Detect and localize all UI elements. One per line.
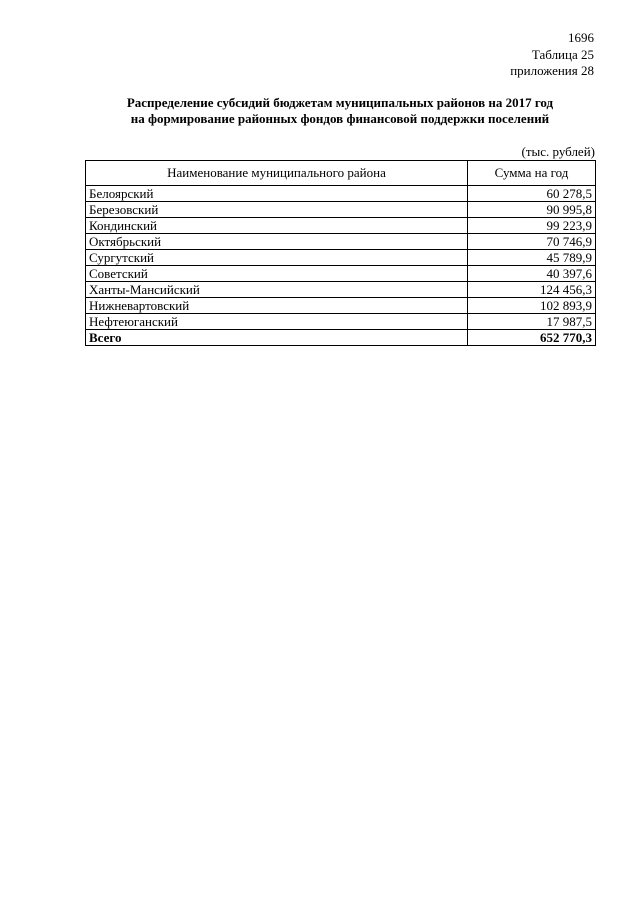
title-line-2: на формирование районных фондов финансовой поддержки поселений	[130, 111, 550, 126]
district-sum: 124 456,3	[468, 282, 596, 298]
district-sum: 60 278,5	[468, 186, 596, 202]
table-row	[86, 234, 596, 250]
district-name: Ханты-Мансийский	[86, 282, 468, 298]
column-header-sum: Сумма на год	[468, 161, 596, 186]
title-line-1: Распределение субсидий бюджетам муниципальных районов на 2017 год	[126, 95, 554, 110]
table-header-row	[86, 161, 596, 186]
district-name: Белоярский	[86, 186, 468, 202]
table-row	[86, 266, 596, 282]
district-name: Березовский	[86, 202, 468, 218]
table-row	[86, 314, 596, 330]
table-row	[86, 218, 596, 234]
table-row	[86, 186, 596, 202]
district-name: Нефтеюганский	[86, 314, 468, 330]
district-sum: 70 746,9	[468, 234, 596, 250]
district-sum: 45 789,9	[468, 250, 596, 266]
district-name: Советский	[86, 266, 468, 282]
table-row	[86, 250, 596, 266]
table-row	[86, 298, 596, 314]
table-total-row	[86, 330, 596, 346]
district-name: Нижневартовский	[86, 298, 468, 314]
total-label: Всего	[86, 330, 468, 346]
district-sum: 99 223,9	[468, 218, 596, 234]
table-row	[86, 282, 596, 298]
table-row	[86, 202, 596, 218]
district-name: Кондинский	[86, 218, 468, 234]
appendix-label: приложения 28	[510, 63, 594, 78]
document-title	[60, 95, 620, 127]
district-name: Октябрьский	[86, 234, 468, 250]
district-name: Сургутский	[86, 250, 468, 266]
table-reference	[510, 47, 594, 79]
total-sum: 652 770,3	[468, 330, 596, 346]
district-sum: 17 987,5	[468, 314, 596, 330]
page-number: 1696	[568, 30, 594, 45]
district-sum: 90 995,8	[468, 202, 596, 218]
unit-label: (тыс. рублей)	[521, 144, 595, 159]
table-label: Таблица 25	[531, 47, 594, 62]
subsidy-table	[85, 160, 596, 346]
district-sum: 102 893,9	[468, 298, 596, 314]
district-sum: 40 397,6	[468, 266, 596, 282]
column-header-name: Наименование муниципального района	[86, 161, 468, 186]
